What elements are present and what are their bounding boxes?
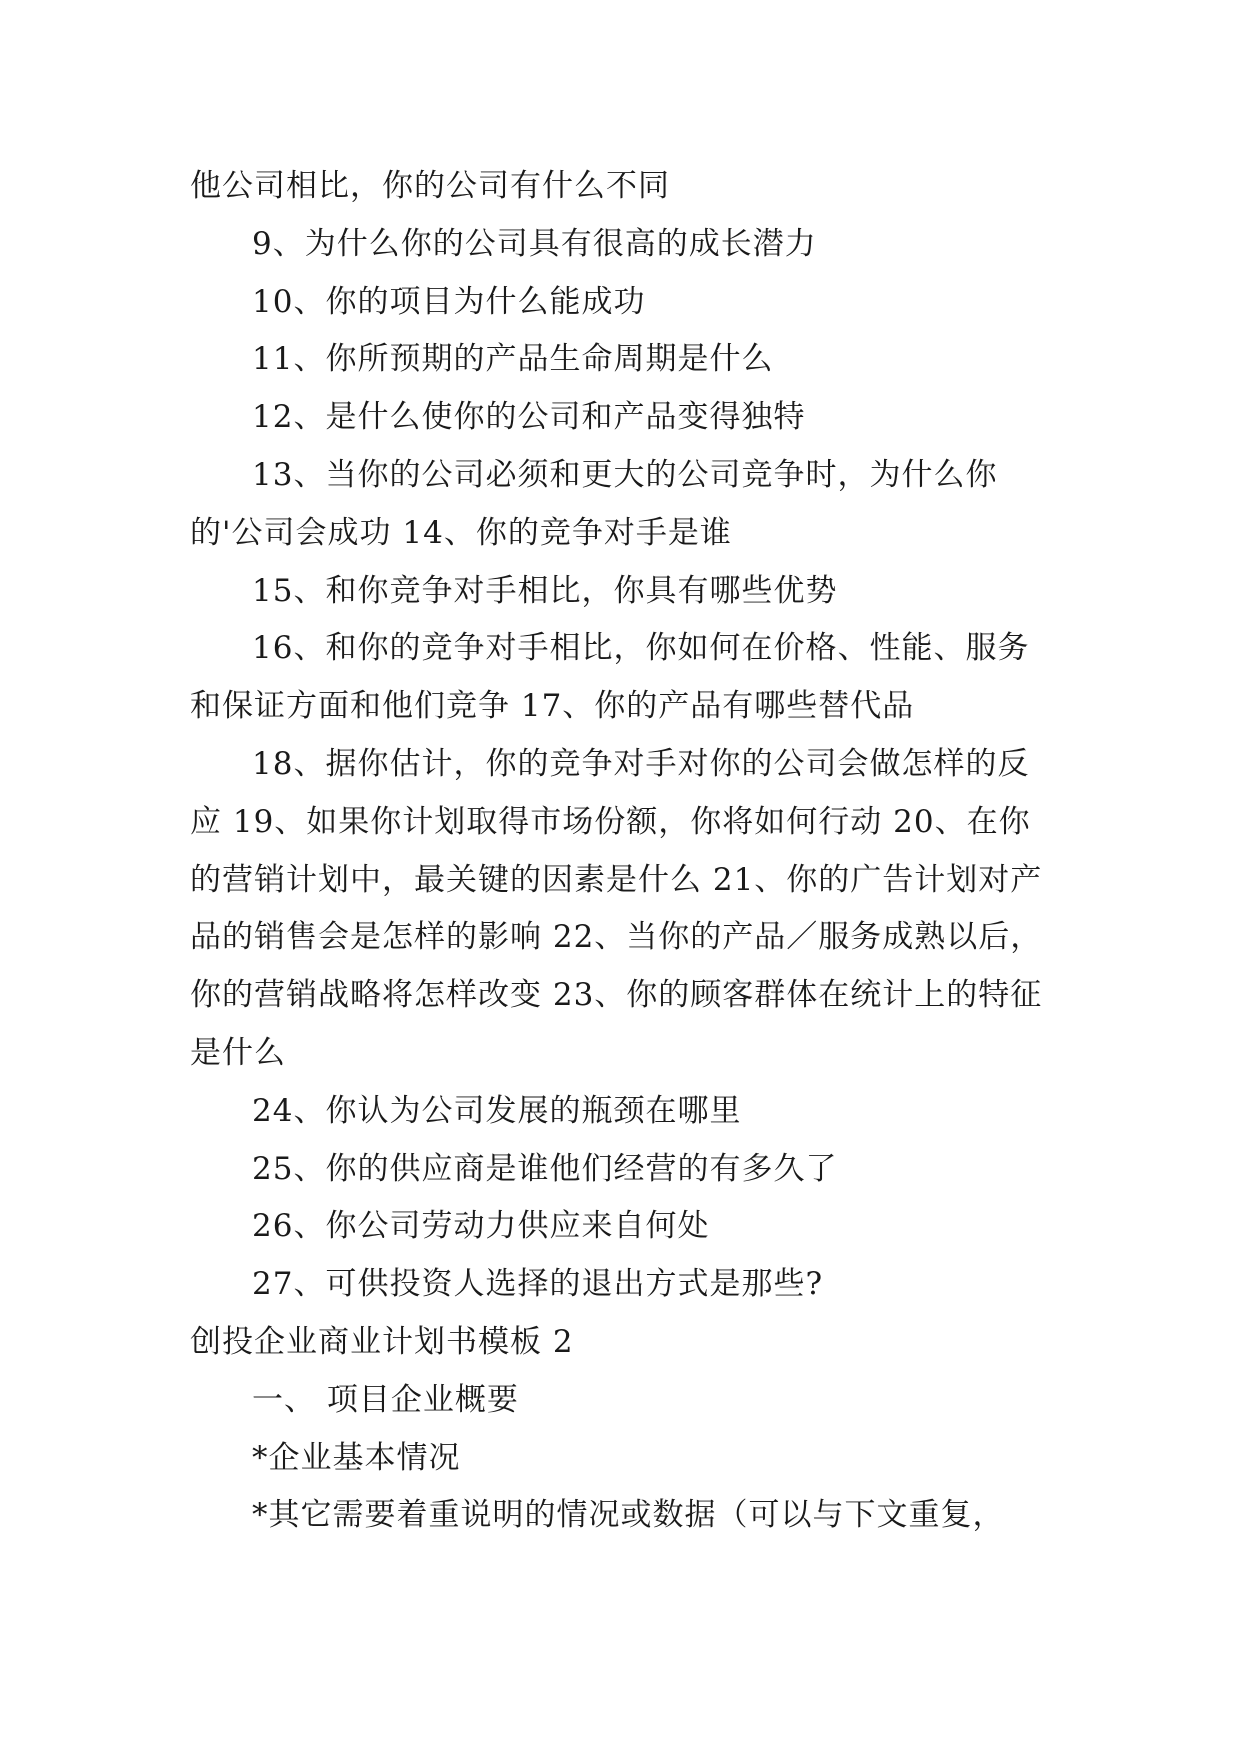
question-9: 9、为什么你的公司具有很高的成长潜力	[252, 225, 817, 262]
document-body	[190, 158, 1060, 1545]
question-11: 11、你所预期的产品生命周期是什么	[252, 341, 774, 378]
question-27: 27、可供投资人选择的退出方式是那些?	[252, 1266, 824, 1303]
section-title: 创投企业商业计划书模板 2	[190, 1323, 574, 1360]
question-26: 26、你公司劳动力供应来自何处	[252, 1208, 710, 1245]
question-18-23: 18、据你估计，你的竞争对手对你的公司会做怎样的反应 19、如果你计划取得市场份额，你将如何行动 20、在你的营销计划中，最关键的因素是什么 21、你的广告计划对产品的销售会是怎样的影响 22、当你的产品／服务成熟以后，你的营销战略将怎样改变 23、你的顾客群体在统计上的特征是什么	[190, 745, 1043, 1071]
question-25: 25、你的供应商是谁他们经营的有多久了	[252, 1150, 838, 1187]
question-16-17: 16、和你的竞争对手相比，你如何在价格、性能、服务和保证方面和他们竞争 17、你的产品有哪些替代品	[190, 630, 1030, 725]
bullet-other-info: *其它需要着重说明的情况或数据（可以与下文重复，	[252, 1497, 1005, 1534]
question-12: 12、是什么使你的公司和产品变得独特	[252, 399, 806, 436]
paragraph-continuation: 他公司相比，你的公司有什么不同	[190, 168, 670, 204]
question-15: 15、和你竞争对手相比，你具有哪些优势	[252, 572, 838, 609]
bullet-basic-info: *企业基本情况	[252, 1439, 461, 1476]
question-10: 10、你的项目为什么能成功	[252, 283, 646, 320]
question-24: 24、你认为公司发展的瓶颈在哪里	[252, 1092, 742, 1129]
heading-project-overview: 一、 项目企业概要	[252, 1381, 519, 1418]
question-13-14: 13、当你的公司必须和更大的公司竞争时，为什么你的'公司会成功 14、你的竞争对手是谁	[190, 456, 998, 551]
